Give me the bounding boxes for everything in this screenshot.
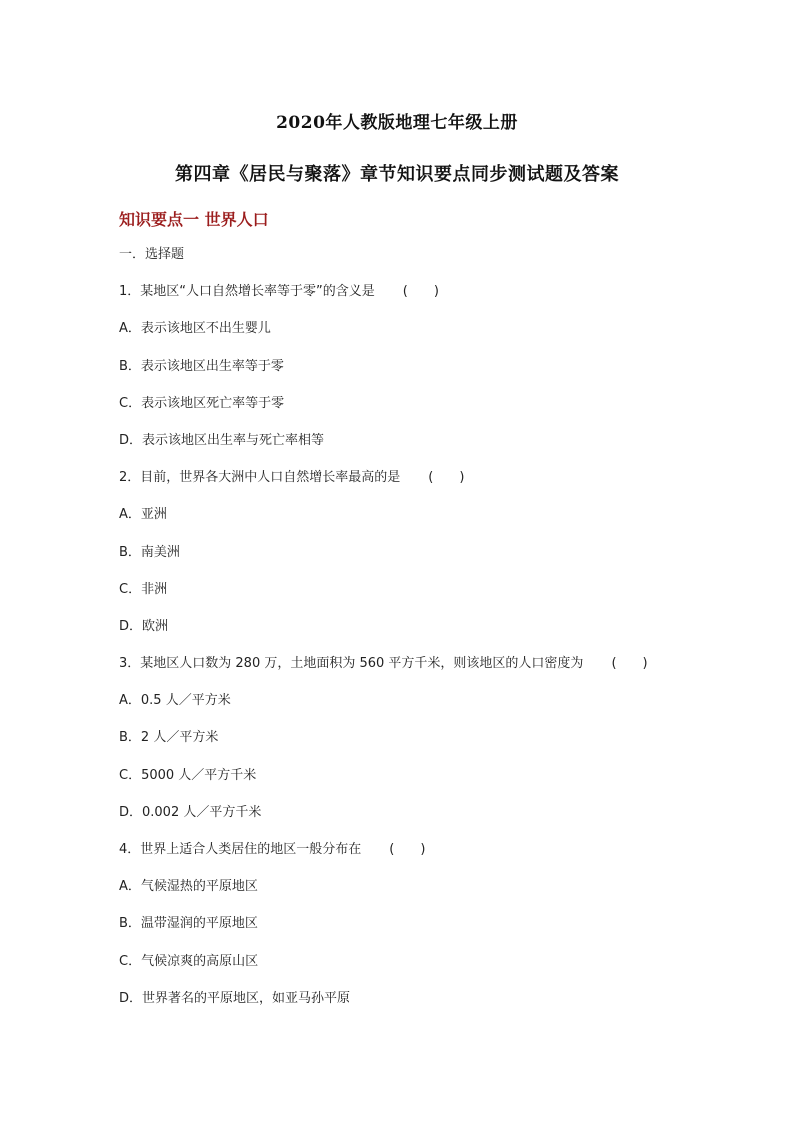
answer-option: B．2 人／平方米 <box>119 730 219 746</box>
question-stem-text: 1．某地区“人口自然增长率等于零”的含义是 <box>119 284 375 300</box>
document-subtitle: 第四章《居民与聚落》章节知识要点同步测试题及答案 <box>175 164 619 185</box>
answer-option: D．欧洲 <box>119 618 169 634</box>
answer-option: C．气候凉爽的高原山区 <box>119 953 259 969</box>
answer-option: A．0.5 人／平方米 <box>119 693 231 709</box>
answer-option: D．表示该地区出生率与死亡率相等 <box>119 432 325 448</box>
answer-option: B．表示该地区出生率等于零 <box>119 358 284 374</box>
answer-blank: ( ) <box>611 656 648 672</box>
answer-blank: ( ) <box>428 470 465 486</box>
question-stem <box>119 467 719 504</box>
question-stem <box>119 281 719 318</box>
question-stem <box>119 839 719 876</box>
answer-option: C．非洲 <box>119 581 168 597</box>
answer-option: C．5000 人／平方千米 <box>119 767 257 783</box>
answer-option: D．0.002 人／平方千米 <box>119 804 262 820</box>
answer-option: A．亚洲 <box>119 507 167 523</box>
answer-option: B．温带湿润的平原地区 <box>119 916 258 932</box>
question-stem-text: 2．目前，世界各大洲中人口自然增长率最高的是 <box>119 470 401 486</box>
question-stem <box>119 653 719 690</box>
question-stem-text: 3．某地区人口数为 280 万，土地面积为 560 平方千米，则该地区的人口密度为 <box>119 656 584 672</box>
answer-blank: ( ) <box>389 842 426 857</box>
answer-option: B．南美洲 <box>119 544 180 560</box>
answer-option: A．表示该地区不出生婴儿 <box>119 321 271 337</box>
document-title: 2020年人教版地理七年级上册 <box>276 113 518 133</box>
answer-option: D．世界著名的平原地区，如亚马孙平原 <box>119 990 351 1006</box>
question-list <box>119 244 719 1025</box>
answer-blank: ( ) <box>402 284 439 300</box>
question-stem-text: 4．世界上适合人类居住的地区一般分布在 <box>119 842 362 857</box>
answer-option: A．气候湿热的平原地区 <box>119 879 258 895</box>
part-label: 一．选择题 <box>119 247 185 262</box>
answer-option: C．表示该地区死亡率等于零 <box>119 395 285 411</box>
section-heading: 知识要点一 世界人口 <box>119 210 269 229</box>
